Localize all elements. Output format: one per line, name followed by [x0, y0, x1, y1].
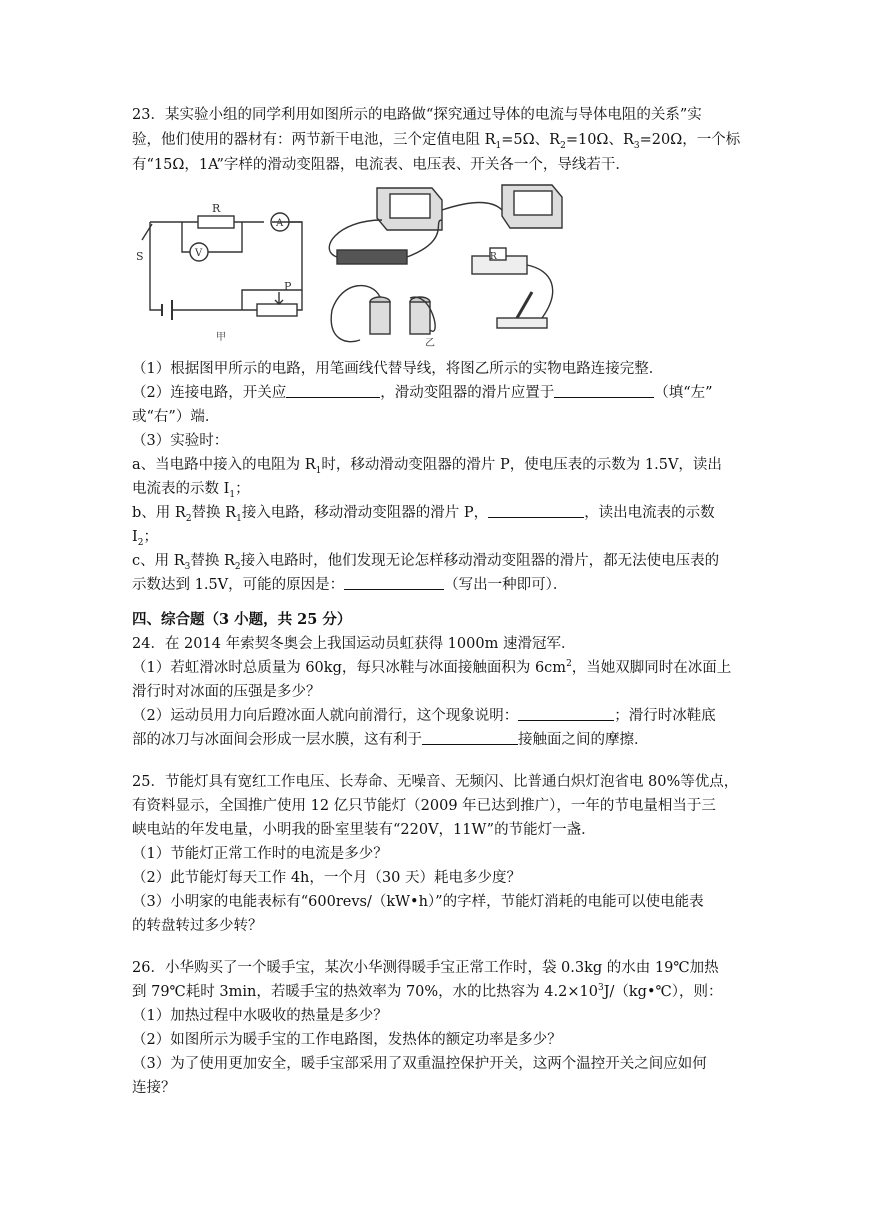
q23-line-2: 验，他们使用的器材有：两节新干电池，三个定值电阻 $R_1=5\Omega$、$R_2=10\Omega$、$R_3=20\Omega$，一个标: [132, 132, 741, 151]
section-4-heading: 四、综合题（3 小题，共 25 分）: [132, 611, 352, 628]
q26-line-6: 连接？: [132, 1080, 176, 1096]
q23-step-c: c、用 $R_3$替换 $R_2$接入电路时，他们发现无论怎样移动滑动变阻器的滑片，都无法使电压表的: [132, 553, 720, 572]
q23-sub-3: （3）实验时：: [132, 433, 229, 449]
q23-step-a-cont: 电流表的示数 $I_1$；: [132, 481, 250, 500]
q25-line-2: 有资料显示，全国推广使用 12 亿只节能灯（2009 年已达到推广），一年的节电量相当于三: [132, 798, 716, 814]
q24-line-4: （2）运动员用力向后蹬冰面人就向前滑行，这个现象说明： ；滑行时冰鞋底: [132, 708, 716, 724]
blank-slider-position[interactable]: [554, 383, 654, 398]
q25-line-1: 25．节能灯具有宽红工作电压、长寿命、无噪音、无频闪、比普通白炽灯泡省电 80%等优点，: [132, 774, 739, 790]
q26-line-5: （3）为了使用更加安全，暖手宝部采用了双重温控保护开关，这两个温控开关之间应如何: [132, 1056, 707, 1072]
q25-line-4: （1）节能灯正常工作时的电流是多少？: [132, 846, 388, 862]
label-yi: 乙: [425, 338, 435, 349]
battery-1: [370, 302, 390, 334]
switch-device: [497, 318, 547, 328]
label-S: S: [136, 250, 144, 263]
physical-yi: [329, 185, 562, 342]
label-P: P: [284, 280, 292, 293]
q25-line-5: （2）此节能灯每天工作 4h，一个月（30 天）耗电多少度？: [132, 870, 521, 886]
blank-phenomenon[interactable]: [518, 706, 614, 721]
q24-line-1: 24．在 2014 年索契冬奥会上我国运动员虹获得 1000m 速滑冠军．: [132, 636, 576, 652]
label-V: V: [195, 248, 203, 259]
rheostat-device: [337, 250, 407, 264]
q26-line-3: （1）加热过程中水吸收的热量是多少？: [132, 1008, 388, 1024]
q24-line-5: 部的冰刀与冰面间会形成一层水膜，这有利于 接触面之间的摩擦．: [132, 732, 649, 748]
q26-line-1: 26．小华购买了一个暖手宝，某次小华测得暖手宝正常工作时，袋 0.3kg 的水由 19℃加热: [132, 960, 719, 976]
q23-sub-2-cont: 或“右”）端．: [132, 409, 220, 425]
battery-symbol: [162, 300, 172, 320]
blank-switch-state[interactable]: [286, 383, 380, 398]
q23-line-1: 23．某实验小组的同学利用如图所示的电路做“探究通过导体的电流与导体电阻的关系”实: [132, 107, 702, 123]
blank-step-b[interactable]: [488, 503, 584, 518]
blank-reason[interactable]: [344, 575, 444, 590]
q25-line-6: （3）小明家的电能表标有“600revs/（kW•h）”的字样，节能灯消耗的电能可以使电能表: [132, 894, 704, 910]
q23-step-a: a、当电路中接入的电阻为 $R_1$时，移动滑动变阻器的滑片 P，使电压表的示数为 1.5V，读出: [132, 457, 722, 476]
q25-line-3: 峡电站的年发电量，小明我的卧室里装有“220V，11W”的节能灯一盏．: [132, 822, 596, 838]
battery-2: [410, 302, 430, 334]
label-R: R: [212, 202, 221, 215]
label-R-device: R: [490, 252, 497, 262]
blank-friction[interactable]: [422, 730, 518, 745]
q26-line-2: 到 79℃耗时 3min，若暖手宝的热效率为 70%，水的比热容为 $4.2\times 10^3J/(kg•℃)$，则：: [132, 983, 723, 1000]
q24-line-2: （1）若虹滑冰时总质量为 60kg，每只冰鞋与冰面接触面积为 $6cm^2$，当她双脚同时在冰面上: [132, 659, 732, 676]
schematic-jia: [142, 213, 302, 320]
q26-line-4: （2）如图所示为暖手宝的工作电路图，发热体的额定功率是多少？: [132, 1032, 562, 1048]
q23-step-b: b、用 $R_2$替换 $R_1$接入电路，移动滑动变阻器的滑片 P， ，读出电流表的示数: [132, 505, 715, 524]
q23-step-b-cont: $I_2$；: [132, 529, 158, 548]
label-A: A: [276, 218, 284, 229]
q23-sub-2: （2）连接电路，开关应 ，滑动变阻器的滑片应置于 （填“左”: [132, 385, 713, 401]
q23-sub-1: （1）根据图甲所示的电路，用笔画线代替导线，将图乙所示的实物电路连接完整．: [132, 361, 664, 377]
label-jia: 甲: [216, 332, 226, 343]
rheostat-symbol: [257, 304, 297, 316]
q24-line-3: 滑行时对冰面的压强是多少？: [132, 684, 321, 700]
q23-step-c-cont: 示数达到 1.5V，可能的原因是： （写出一种即可）．: [132, 577, 568, 593]
circuit-figure: [132, 180, 587, 350]
resistor-R-symbol: [198, 216, 234, 228]
q23-line-3: 有“15Ω，1A”字样的滑动变阻器，电流表、电压表、开关各一个，导线若干．: [132, 157, 630, 173]
q25-line-7: 的转盘转过多少转？: [132, 918, 263, 934]
